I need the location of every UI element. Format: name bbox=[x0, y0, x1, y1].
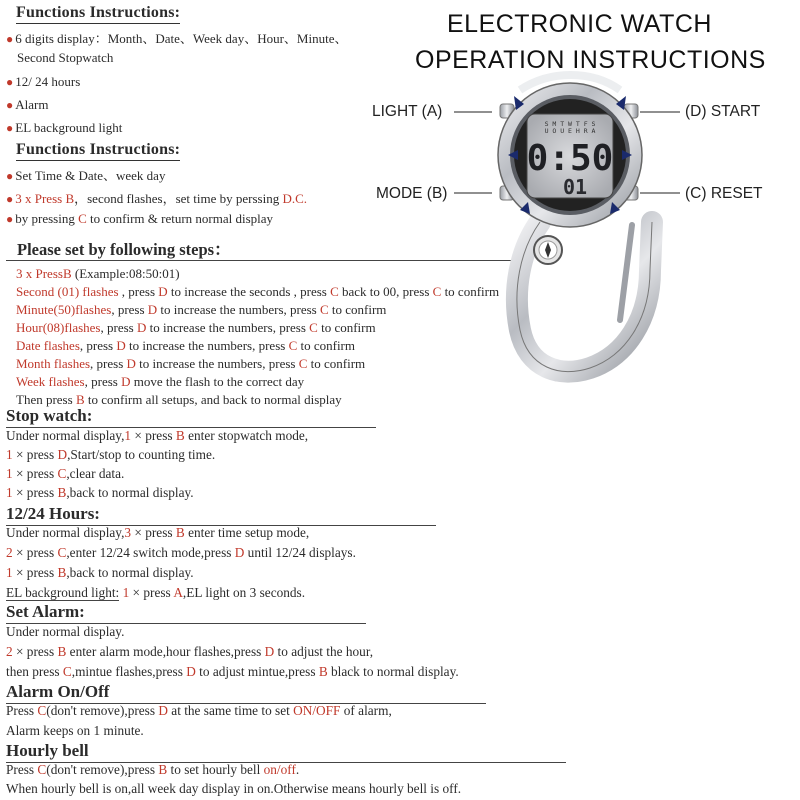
step-line-0: 3 x PressB (Example:08:50:01) bbox=[16, 266, 180, 281]
bullet-press-b: ● 3 x Press B，second flashes，set time by perssing D.C. bbox=[6, 191, 308, 206]
alarm-line-1: Under normal display. bbox=[6, 624, 125, 639]
functions-heading-1: Functions Instructions: bbox=[16, 4, 180, 24]
bullet-confirm: ● by pressing C to confirm & return normal display bbox=[6, 211, 274, 226]
label-light-a: LIGHT (A) bbox=[372, 103, 443, 120]
bullet-alarm: ● Alarm bbox=[6, 97, 49, 112]
steps-heading: Please set by following steps： bbox=[17, 240, 231, 259]
step-line-7: Then press B to confirm all setups, and back to normal display bbox=[16, 392, 342, 407]
alarm-onoff-line-2: Alarm keeps on 1 minute. bbox=[6, 723, 144, 738]
functions-heading-2: Functions Instructions: bbox=[16, 141, 180, 161]
title-line-2: OPERATION INSTRUCTIONS bbox=[415, 46, 766, 74]
bullet-6-digits: ● 6 digits display：Month、Date、Week day、Hour、Minute、 bbox=[6, 31, 348, 46]
step-line-1: Second (01) flashes , press D to increase the seconds , press C back to 00, press C to confirm bbox=[16, 284, 500, 299]
alarm-onoff-heading: Alarm On/Off bbox=[6, 682, 110, 701]
hours-line-3: 1 × press B,back to normal display. bbox=[6, 565, 194, 580]
hourly-heading: Hourly bell bbox=[6, 741, 89, 760]
step-line-6: Week flashes, press D move the flash to the correct day bbox=[16, 374, 305, 389]
label-start-d: (D) START bbox=[685, 103, 761, 120]
step-line-3: Hour(08)flashes, press D to increase the numbers, press C to confirm bbox=[16, 320, 376, 335]
lcd-seconds: 01 bbox=[562, 175, 588, 199]
hours-heading: 12/24 Hours: bbox=[6, 504, 100, 523]
step-line-5: Month flashes, press D to increase the numbers, press C to confirm bbox=[16, 356, 366, 371]
lcd-weekdays-bottom: U O U E H R A bbox=[544, 127, 596, 135]
alarm-line-3: then press C,mintue flashes,press D to adjust mintue,press B black to normal display. bbox=[6, 664, 459, 679]
stopwatch-line-2: 1 × press D,Start/stop to counting time. bbox=[6, 447, 216, 462]
stopwatch-line-3: 1 × press C,clear data. bbox=[6, 466, 125, 481]
bullet-12-24: ● 12/ 24 hours bbox=[6, 74, 81, 89]
step-line-2: Minute(50)flashes, press D to increase the numbers, press C to confirm bbox=[16, 302, 387, 317]
alarm-line-2: 2 × press B enter alarm mode,hour flashes,press D to adjust the hour, bbox=[6, 644, 374, 659]
label-mode-b: MODE (B) bbox=[376, 185, 448, 202]
stopwatch-heading: Stop watch: bbox=[6, 406, 93, 425]
lcd-weekdays-top: S M T W T F S bbox=[544, 120, 596, 128]
bullet-el-light: ● EL background light bbox=[6, 120, 123, 135]
label-reset-c: (C) RESET bbox=[685, 185, 763, 202]
hours-line-1: Under normal display,3 × press B enter time setup mode, bbox=[6, 525, 310, 540]
title-line-1: ELECTRONIC WATCH bbox=[447, 10, 712, 38]
stopwatch-line-4: 1 × press B,back to normal display. bbox=[6, 485, 194, 500]
hours-line-2: 2 × press C,enter 12/24 switch mode,press D until 12/24 displays. bbox=[6, 545, 356, 560]
lcd-time: 0:50 bbox=[526, 138, 614, 179]
hours-line-4: EL background light: 1 × press A,EL light on 3 seconds. bbox=[6, 585, 306, 600]
alarm-onoff-line-1: Press C(don't remove),press D at the same time to set ON/OFF of alarm, bbox=[6, 703, 392, 718]
stopwatch-line-1: Under normal display,1 × press B enter stopwatch mode, bbox=[6, 428, 309, 443]
hourly-line-2: When hourly bell is on,all week day display in on.Otherwise means hourly bell is off. bbox=[6, 781, 462, 796]
step-line-4: Date flashes, press D to increase the numbers, press C to confirm bbox=[16, 338, 355, 353]
bullet-6-digits-cont: Second Stopwatch bbox=[17, 50, 114, 65]
hourly-line-1: Press C(don't remove),press B to set hourly bell on/off. bbox=[6, 762, 300, 777]
bullet-set-time: ● Set Time & Date、week day bbox=[6, 168, 166, 183]
alarm-heading: Set Alarm: bbox=[6, 602, 85, 621]
